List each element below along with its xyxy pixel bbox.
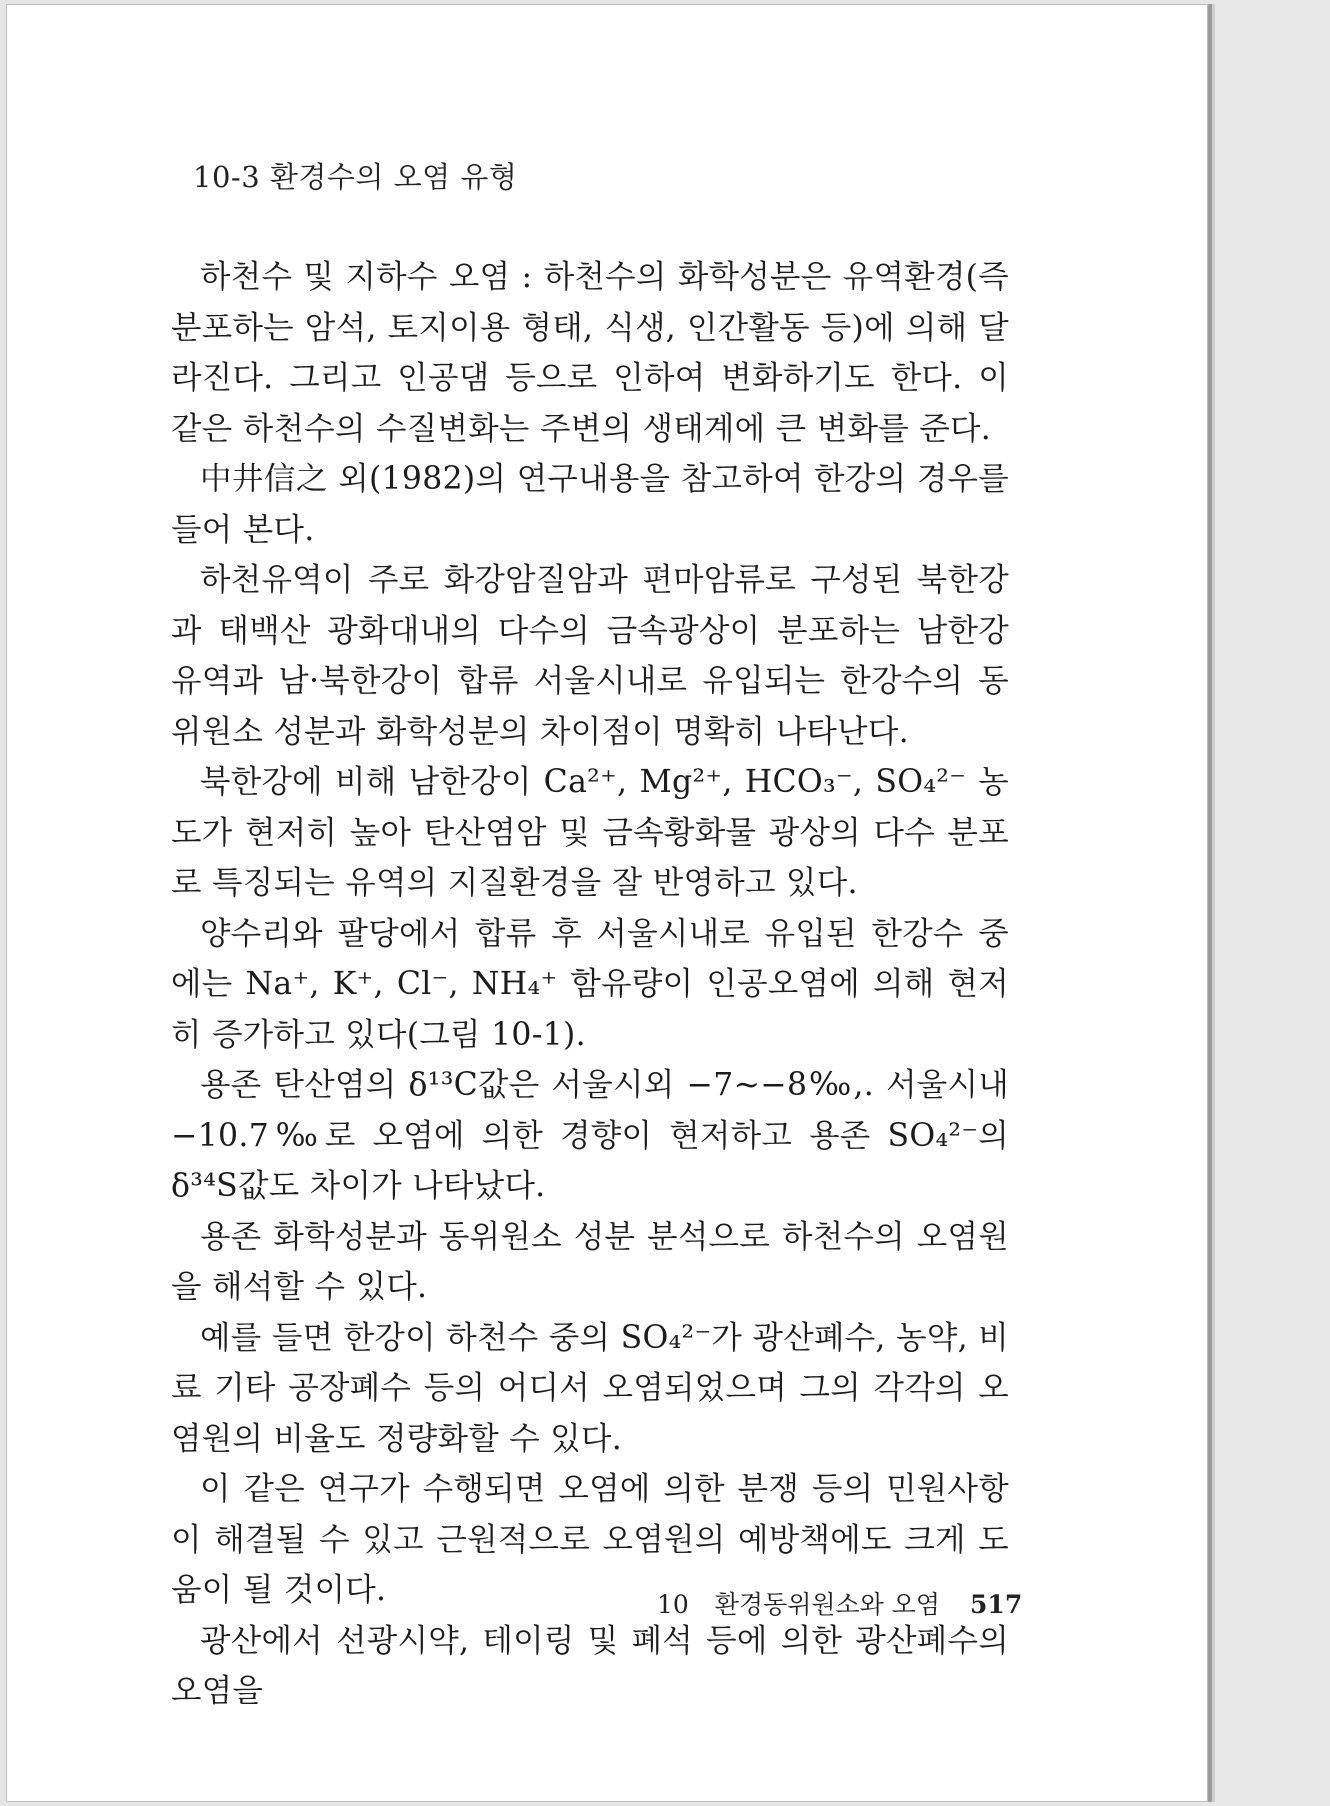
paragraph-river-pollution: 하천수 및 지하수 오염 : 하천수의 화학성분은 유역환경(즉 분포하는 암석, 토지이용 형태, 식생, 인간활동 등)에 의해 달라진다. 그리고 인공댐 등으로 인하여 변화하기도 한다. 이 같은 하천수의 수질변화는 주변의 생태계에 큰 변화를 준다. [171, 259, 1009, 447]
paragraph-source-analysis: 용존 화학성분과 동위원소 성분 분석으로 하천수의 오염원을 해석할 수 있다. [171, 1218, 1009, 1305]
paragraph-benefit: 이 같은 연구가 수행되면 오염에 의한 분쟁 등의 민원사항이 해결될 수 있고 근원적으로 오염원의 예방책에도 크게 도움이 될 것이다. [171, 1471, 1009, 1608]
page-footer [657, 1585, 1022, 1621]
paragraph-example: 예를 들면 한강이 하천수 중의 SO₄²⁻가 광산폐수, 농약, 비료 기타 공장폐수 등의 어디서 오염되었으며 그의 각각의 오염원의 비율도 정량화할 수 있다. [171, 1319, 1009, 1457]
paragraph-south-han-ions: 북한강에 비해 남한강이 Ca²⁺, Mg²⁺, HCO₃⁻, SO₄²⁻ 농도가 현저히 높아 탄산염암 및 금속황화물 광상의 다수 분포로 특징되는 유역의 지질환경을 잘 반영하고 있다. [171, 764, 1009, 901]
paragraph-basin-comparison: 하천유역이 주로 화강암질암과 편마암류로 구성된 북한강과 태백산 광화대내의 다수의 금속광상이 분포하는 남한강 유역과 남·북한강이 합류 서울시내로 유입되는 한강수의 동위원소 성분과 화학성분의 차이점이 명확히 나타난다. [171, 562, 1009, 750]
section-heading: 10-3 환경수의 오염 유형 [193, 160, 518, 194]
paragraph-mine-waste: 광산에서 선광시약, 테이링 및 폐석 등에 의한 광산폐수의 오염을 [171, 1622, 1009, 1709]
book-page [6, 4, 1208, 1802]
page-number: 517 [970, 1590, 1023, 1619]
paragraph-seoul-inflow: 양수리와 팔당에서 합류 후 서울시내로 유입된 한강수 중에는 Na⁺, K⁺, Cl⁻, NH₄⁺ 함유량이 인공오염에 의해 현저히 증가하고 있다(그림 10-1). [171, 915, 1009, 1053]
chapter-number: 10 [657, 1590, 689, 1619]
paragraph-reference: 中井信之 외(1982)의 연구내용을 참고하여 한강의 경우를 들어 본다. [171, 461, 1009, 548]
chapter-title: 환경동위원소와 오염 [714, 1590, 941, 1619]
body-text [171, 252, 1009, 1717]
paragraph-isotope-values: 용존 탄산염의 δ¹³C값은 서울시외 −7∼−8‰,. 서울시내 −10.7‰로 오염에 의한 경향이 현저하고 용존 SO₄²⁻의 δ³⁴S값도 차이가 나타났다. [171, 1067, 1009, 1204]
